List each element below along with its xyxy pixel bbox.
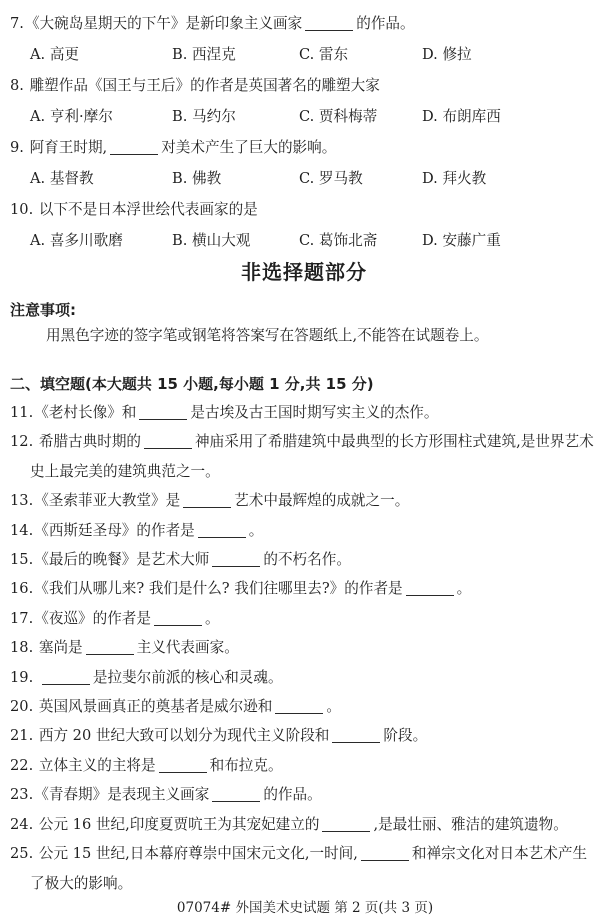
fill-question: [10, 604, 598, 633]
section-heading: 非选择题部分: [241, 260, 367, 284]
question-number: 9.: [10, 139, 24, 156]
option-text: 马约尔: [187, 108, 236, 125]
option-item: [172, 163, 299, 194]
option-label: D.: [422, 232, 438, 249]
fill-question: [10, 751, 598, 780]
option-item: [30, 39, 172, 70]
option-text: 基督教: [45, 170, 94, 187]
question-stem: [10, 70, 598, 101]
answer-blank-line: [42, 672, 90, 685]
option-item: [299, 225, 422, 256]
question-number: 21.: [10, 727, 34, 745]
question-text: 立体主义的主将是: [34, 756, 156, 774]
option-label: B.: [172, 232, 188, 249]
option-text: 拜火教: [437, 170, 487, 187]
question-number: 19.: [10, 668, 34, 686]
question-number: 20.: [10, 698, 34, 716]
option-text: 安藤广重: [437, 232, 501, 249]
answer-blank-line: [332, 730, 380, 743]
question-stem: [10, 8, 598, 39]
question-number: 10.: [10, 201, 34, 218]
option-text: 西涅克: [187, 46, 236, 63]
answer-blank-line: [154, 613, 202, 626]
options-row: [10, 101, 598, 132]
question-text: 雕塑作品《国王与王后》的作者是英国著名的雕塑大家: [24, 77, 380, 94]
answer-blank-line: [139, 407, 187, 420]
question-number: 11.: [10, 404, 34, 421]
answer-blank-line: [305, 18, 353, 31]
question-number: 24.: [10, 815, 34, 833]
answer-blank-line: [183, 495, 231, 508]
fill-question: [10, 692, 598, 721]
question-number: 23.: [10, 786, 34, 804]
question-number: 18.: [10, 639, 34, 657]
answer-blank-line: [144, 436, 192, 449]
answer-blank-line: [275, 701, 323, 714]
question-text: 是拉斐尔前派的核心和灵魂。: [92, 668, 283, 686]
question-number: 17.: [10, 609, 34, 627]
fill-question: [10, 574, 598, 603]
option-label: D.: [422, 108, 438, 125]
answer-blank-line: [110, 142, 158, 155]
option-item: [172, 225, 299, 256]
option-label: C.: [299, 232, 315, 249]
mc-question: [10, 70, 598, 132]
option-text: 亨利·摩尔: [45, 108, 113, 125]
question-number: 13.: [10, 492, 34, 510]
answer-blank-line: [406, 583, 454, 596]
option-label: B.: [172, 46, 188, 63]
option-item: [30, 101, 172, 132]
question-number: 7.: [10, 15, 24, 32]
question-text: 阶段。: [383, 727, 428, 745]
question-text: 神庙采用了希腊建筑中最典型的长方形围柱式建筑,是世界艺术史上最完美的建筑典范之一。: [30, 433, 594, 480]
question-text: 的不朽名作。: [263, 551, 351, 569]
option-item: [422, 39, 598, 70]
fill-question: [10, 721, 598, 750]
fill-question: [10, 810, 598, 839]
question-text: 《圣索菲亚大教堂》是: [34, 492, 181, 510]
fill-question: [10, 839, 598, 898]
question-text: 和布拉克。: [209, 756, 283, 774]
question-text: 主义代表画家。: [136, 639, 239, 657]
option-text: 喜多川歌磨: [45, 232, 123, 249]
question-text: 公元 16 世纪,印度夏贾吭王为其宠妃建立的: [34, 815, 320, 833]
question-text: 《我们从哪儿来? 我们是什么? 我们往哪里去?》的作者是: [34, 580, 403, 598]
option-item: [422, 225, 598, 256]
question-text: 《老村长像》和: [34, 404, 137, 421]
question-text: 《夜巡》的作者是: [34, 609, 151, 627]
option-item: [172, 101, 299, 132]
mc-question: [10, 132, 598, 194]
fill-section-title: 二、填空题(本大题共 15 小题,每小题 1 分,共 15 分): [10, 375, 374, 393]
question-text: 的作品。: [356, 15, 415, 32]
option-item: [30, 225, 172, 256]
mc-question: [10, 8, 598, 70]
option-text: 横山大观: [187, 232, 251, 249]
question-number: 16.: [10, 580, 34, 598]
question-text: 希腊古典时期的: [34, 433, 142, 451]
fill-question: [10, 545, 598, 574]
option-label: A.: [30, 232, 46, 249]
option-text: 高更: [45, 46, 80, 63]
option-label: B.: [172, 170, 188, 187]
fill-question: [10, 780, 598, 809]
option-text: 贾科梅蒂: [314, 108, 378, 125]
option-label: B.: [172, 108, 188, 125]
question-text: 的作品。: [263, 786, 322, 804]
options-row: [10, 163, 598, 194]
question-text: 以下不是日本浮世绘代表画家的是: [34, 201, 258, 218]
answer-blank-line: [361, 848, 409, 861]
question-text: 艺术中最辉煌的成就之一。: [234, 492, 410, 510]
option-text: 罗马教: [314, 170, 363, 187]
answer-blank-line: [212, 554, 260, 567]
option-label: A.: [30, 108, 46, 125]
question-stem: [10, 194, 598, 225]
option-text: 雷东: [314, 46, 349, 63]
option-item: [299, 163, 422, 194]
mc-question: [10, 194, 598, 256]
question-text: 《青春期》是表现主义画家: [34, 786, 210, 804]
fill-question: [10, 663, 598, 692]
fill-question: [10, 633, 598, 662]
question-number: 8.: [10, 77, 24, 94]
option-label: C.: [299, 108, 315, 125]
option-text: 佛教: [187, 170, 222, 187]
question-text: 。: [204, 609, 220, 627]
question-text: 对美术产生了巨大的影响。: [161, 139, 337, 156]
options-row: [10, 225, 598, 256]
question-number: 15.: [10, 551, 34, 569]
question-stem: [10, 132, 598, 163]
question-text: 《西斯廷圣母》的作者是: [34, 521, 195, 539]
notes-title: 注意事项:: [10, 301, 76, 319]
option-label: D.: [422, 170, 438, 187]
option-item: [422, 101, 598, 132]
options-row: [10, 39, 598, 70]
option-label: A.: [30, 170, 46, 187]
answer-blank-line: [159, 760, 207, 773]
question-text: 是古埃及古王国时期写实主义的杰作。: [190, 404, 439, 421]
notes-body: 用黑色字迹的签字笔或钢笔将答案写在答题纸上,不能答在试题卷上。: [46, 327, 489, 344]
fill-question: [10, 427, 598, 486]
question-number: 25.: [10, 845, 34, 863]
option-text: 葛饰北斋: [314, 232, 378, 249]
option-label: C.: [299, 170, 315, 187]
answer-blank-line: [86, 642, 134, 655]
question-text: 《最后的晚餐》是艺术大师: [34, 551, 210, 569]
option-item: [172, 39, 299, 70]
question-number: 12.: [10, 433, 34, 451]
answer-blank-line: [198, 525, 246, 538]
question-text: [34, 669, 39, 686]
answer-blank-line: [322, 819, 370, 832]
option-text: 修拉: [437, 46, 472, 63]
option-item: [30, 163, 172, 194]
question-text: 。: [326, 698, 341, 716]
question-text: 塞尚是: [34, 639, 83, 657]
option-text: 布朗库西: [437, 108, 501, 125]
option-item: [299, 101, 422, 132]
question-text: 和禅宗文化对日本艺术产生了极大的影响。: [30, 845, 588, 892]
answer-blank-line: [212, 789, 260, 802]
question-number: 22.: [10, 756, 34, 774]
question-text: ,是最壮丽、雅洁的建筑遗物。: [373, 815, 568, 833]
question-text: 阿育王时期,: [24, 139, 108, 156]
page-footer: 07074# 外国美术史试题 第 2 页(共 3 页): [176, 900, 434, 916]
question-text: 。: [456, 580, 472, 598]
question-text: 《大碗岛星期天的下午》是新印象主义画家: [24, 15, 303, 32]
question-number: 14.: [10, 521, 34, 539]
option-label: C.: [299, 46, 315, 63]
question-text: 英国风景画真正的奠基者是威尔逊和: [34, 698, 273, 716]
question-text: 西方 20 世纪大致可以划分为现代主义阶段和: [34, 727, 330, 745]
fill-question: [10, 486, 598, 515]
option-label: D.: [422, 46, 438, 63]
fill-question: [10, 398, 598, 427]
question-text: 公元 15 世纪,日本幕府尊崇中国宋元文化,一时间,: [34, 845, 358, 863]
option-label: A.: [30, 46, 46, 63]
fill-question: [10, 516, 598, 545]
option-item: [422, 163, 598, 194]
question-text: 。: [248, 521, 264, 539]
fill-question-list: [10, 398, 598, 898]
option-item: [299, 39, 422, 70]
mc-question-list: [10, 8, 598, 256]
